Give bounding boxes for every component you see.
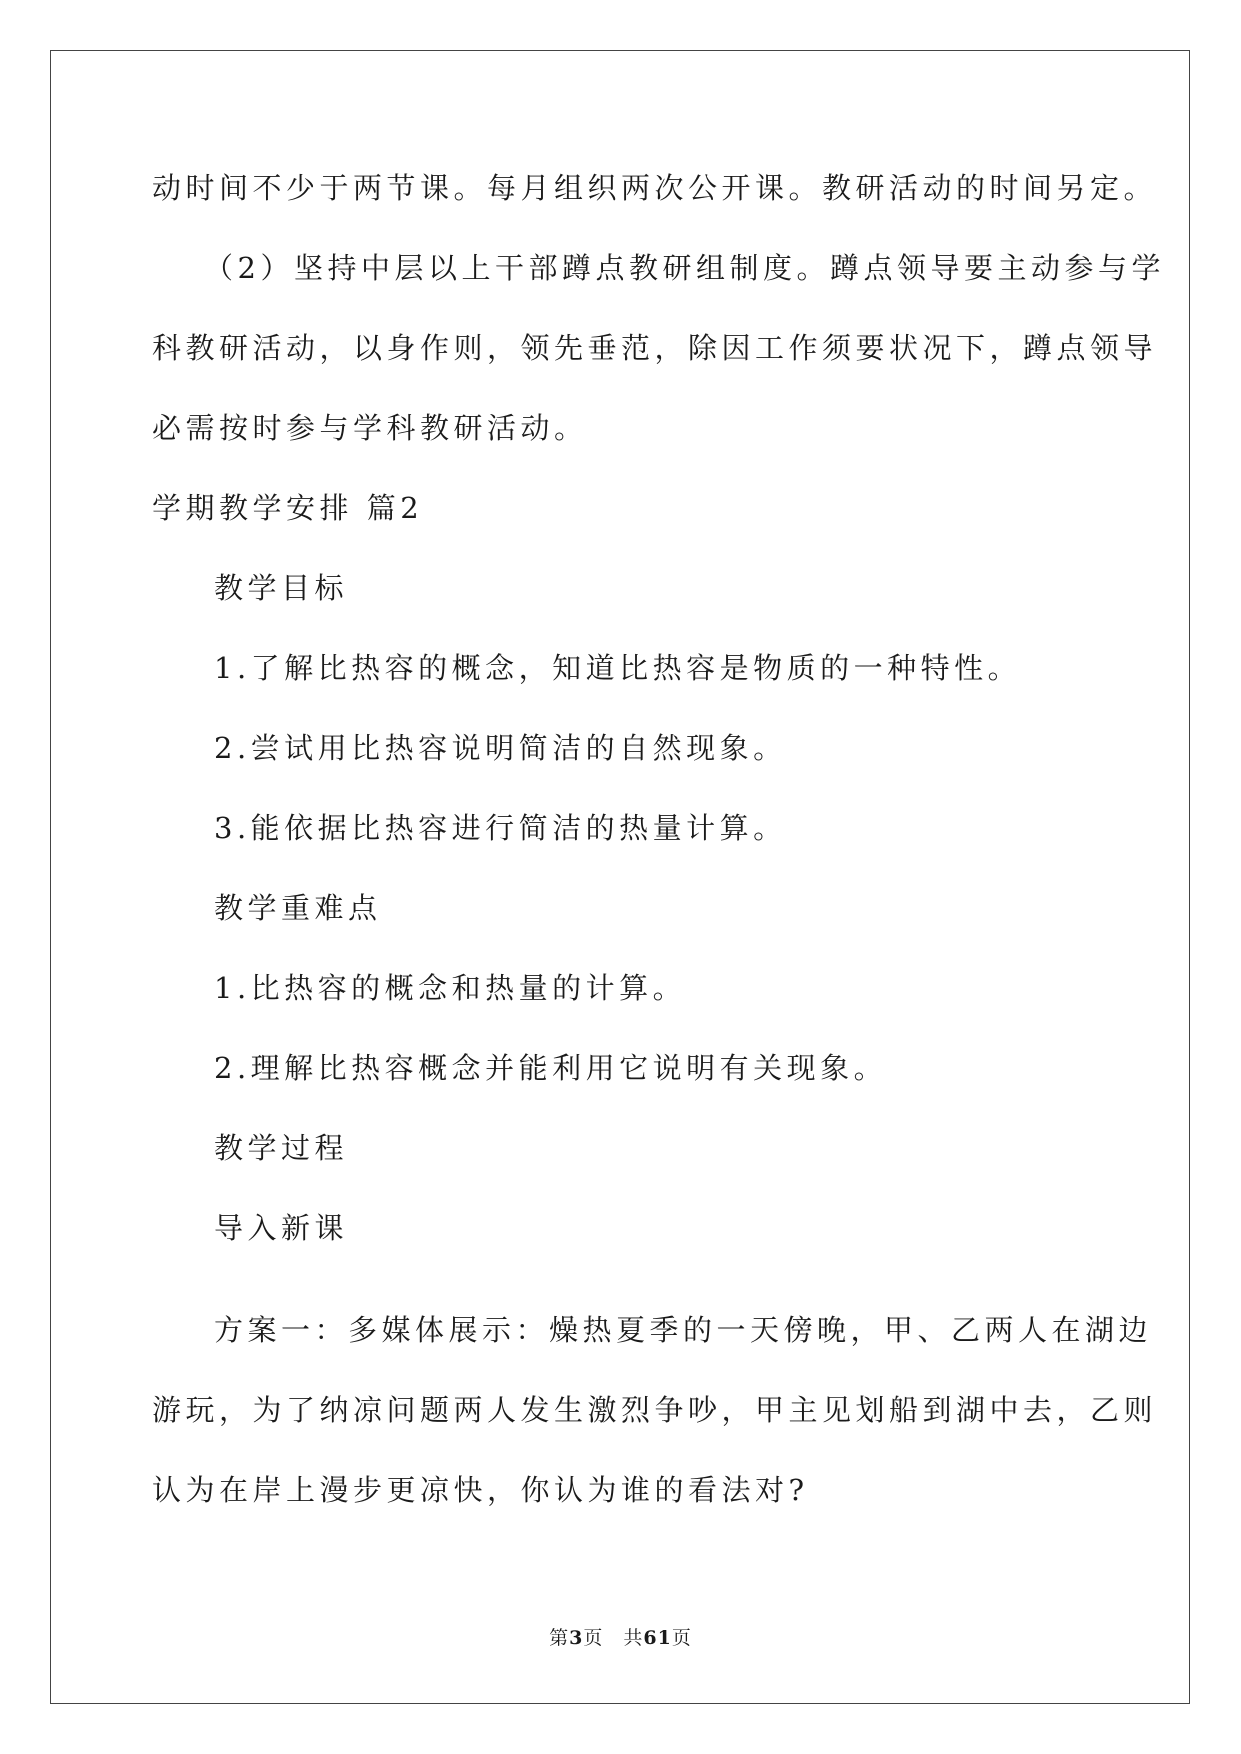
paragraph-line: 游玩，为了纳凉问题两人发生激烈争吵，甲主见划船到湖中去，乙则: [152, 1393, 1158, 1427]
paragraph-line: 科教研活动，以身作则，领先垂范，除因工作须要状况下，蹲点领导: [152, 331, 1158, 365]
page-footer: [0, 1623, 1241, 1650]
section-heading: 学期教学安排 篇2: [152, 491, 424, 525]
list-item: 3.能依据比热容进行简洁的热量计算。: [214, 811, 787, 845]
list-item: 1.比热容的概念和热量的计算。: [214, 971, 687, 1005]
footer-prefix: 第: [549, 1627, 570, 1649]
paragraph-line: 动时间不少于两节课。每月组织两次公开课。教研活动的时间另定。: [152, 171, 1158, 205]
subheading: 教学目标: [214, 571, 349, 605]
subheading: 教学重难点: [214, 891, 382, 925]
paragraph-line: 方案一：多媒体展示：燥热夏季的一天傍晚，甲、乙两人在湖边: [214, 1313, 1153, 1347]
footer-suffix: 页: [671, 1627, 692, 1649]
subheading: 教学过程: [214, 1131, 349, 1165]
list-item: 1.了解比热容的概念，知道比热容是物质的一种特性。: [214, 651, 1022, 685]
footer-total-pages: 61: [643, 1627, 672, 1649]
paragraph-line: （2）坚持中层以上干部蹲点教研组制度。蹲点领导要主动参与学: [204, 251, 1165, 285]
footer-mid: 页 共: [583, 1627, 644, 1649]
paragraph-line: 认为在岸上漫步更凉快，你认为谁的看法对?: [152, 1473, 809, 1507]
paragraph-line: 必需按时参与学科教研活动。: [152, 411, 588, 445]
footer-page-number: 3: [569, 1627, 584, 1649]
subheading: 导入新课: [214, 1211, 349, 1245]
list-item: 2.尝试用比热容说明简洁的自然现象。: [214, 731, 787, 765]
page-border: [50, 50, 1190, 1704]
list-item: 2.理解比热容概念并能利用它说明有关现象。: [214, 1051, 888, 1085]
